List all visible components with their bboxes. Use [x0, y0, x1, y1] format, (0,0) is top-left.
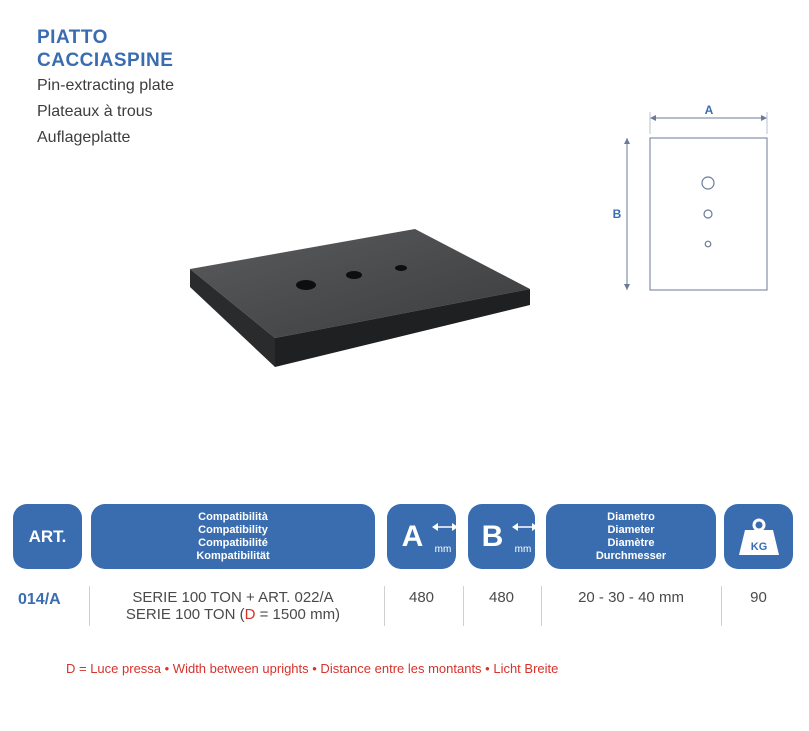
header-compat-en: Compatibility [198, 523, 268, 536]
row-compat-line2-d: D [244, 606, 256, 623]
row-compat-line1: SERIE 100 TON + ART. 022/A [132, 589, 334, 606]
title-line-1: PIATTO [37, 27, 108, 48]
subtitle-french: Plateaux à trous [37, 103, 153, 120]
column-divider [384, 586, 385, 626]
hole-large-icon [296, 280, 316, 290]
row-compat-line2-prefix: SERIE 100 TON ( [125, 606, 245, 623]
header-compat-de: Kompatibilität [196, 549, 270, 562]
header-compat-fr: Compatibilité [198, 536, 268, 549]
footnote: D = Luce pressa • Width between uprights • Distance entre les montants • Licht Breite [66, 661, 559, 676]
diagram-label-b: B [612, 207, 622, 221]
product-image [185, 225, 530, 370]
column-divider [89, 586, 90, 626]
double-arrow-icon [432, 522, 458, 532]
header-art [13, 504, 82, 569]
product-title [37, 26, 173, 72]
row-compatibility [91, 589, 375, 623]
header-weight [724, 504, 793, 569]
column-divider [463, 586, 464, 626]
hole-medium-icon [346, 271, 362, 279]
row-dimension-a: 480 [408, 589, 435, 606]
diagram-hole-small-icon [705, 241, 711, 247]
header-diameter [546, 504, 716, 569]
column-divider [721, 586, 722, 626]
plate-outline [650, 138, 767, 290]
header-art-label: ART. [28, 526, 67, 546]
technical-diagram [605, 98, 780, 298]
column-divider [541, 586, 542, 626]
row-diameter: 20 - 30 - 40 mm [578, 589, 684, 606]
row-dimension-b: 480 [488, 589, 515, 606]
header-diam-fr: Diamètre [607, 536, 655, 549]
double-arrow-icon [512, 522, 538, 532]
subtitle-english: Pin-extracting plate [37, 77, 174, 94]
header-dimension-a [387, 504, 456, 569]
hole-small-icon [395, 265, 407, 271]
weight-label: KG [750, 540, 767, 553]
header-dimension-b [468, 504, 535, 569]
header-a-unit: mm [434, 543, 452, 555]
header-diam-de: Durchmesser [595, 549, 667, 562]
header-b-unit: mm [514, 543, 532, 555]
header-a-letter: A [401, 519, 424, 553]
diagram-label-a: A [704, 103, 714, 117]
row-weight: 90 [750, 589, 767, 606]
header-compat-it: Compatibilità [198, 510, 268, 523]
row-compat-line2 [91, 606, 375, 623]
subtitle-german: Auflageplatte [37, 129, 131, 146]
header-compatibility [91, 504, 375, 569]
title-line-2: CACCIASPINE [37, 50, 174, 71]
weight-icon [737, 517, 781, 557]
diagram-hole-medium-icon [704, 210, 712, 218]
row-compat-line2-suffix: = 1500 mm) [255, 606, 341, 623]
row-art-code: 014/A [18, 591, 61, 608]
header-diam-en: Diameter [607, 523, 655, 536]
header-diam-it: Diametro [607, 510, 655, 523]
header-b-letter: B [481, 519, 504, 553]
diagram-hole-large-icon [702, 177, 714, 189]
